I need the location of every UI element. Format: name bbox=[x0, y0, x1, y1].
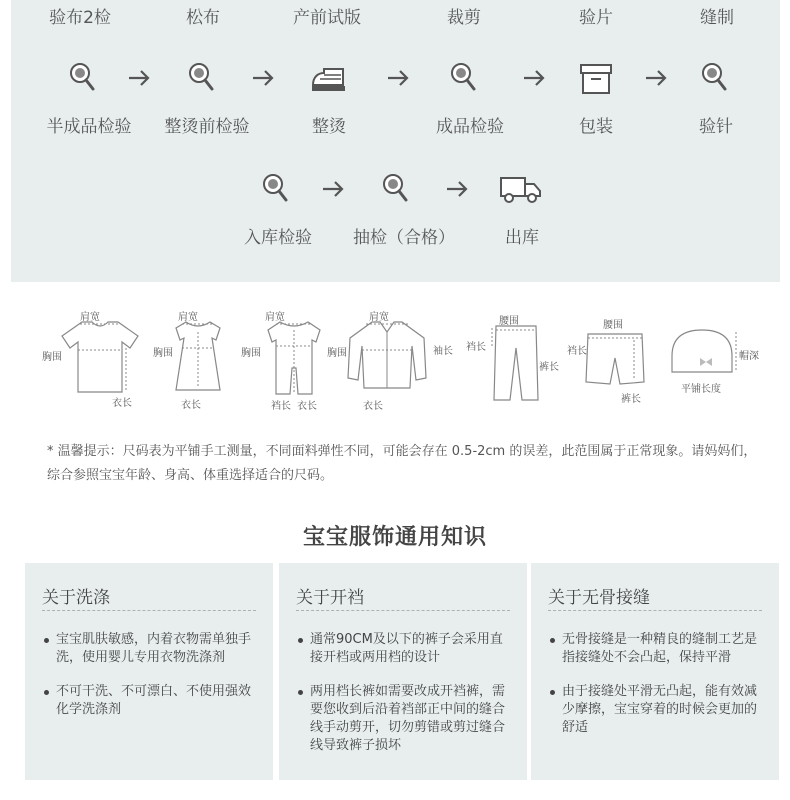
magnifier-icon bbox=[700, 61, 730, 95]
card-title: 关于无骨接缝 bbox=[548, 588, 650, 608]
diagram-label: 胸围 bbox=[42, 352, 62, 363]
jacket-diagram bbox=[344, 318, 430, 398]
hat-diagram bbox=[668, 326, 738, 376]
magnifier-icon bbox=[261, 172, 291, 206]
diagram-label: 胸围 bbox=[153, 348, 173, 359]
arrow-right-icon bbox=[127, 69, 151, 87]
arrow-right-icon bbox=[522, 69, 546, 87]
process-step-label: 裁剪 bbox=[447, 8, 481, 28]
list-item: 通常90CM及以下的裤子会采用直接开档或两用档的设计 bbox=[296, 631, 513, 667]
size-notice: * 温馨提示：尺码表为平铺手工测量，不同面料弹性不同，可能会存在 0.5-2cm 的误差，此范围属于正常现象。请妈妈们，综合参照宝宝年龄、身高、体重选择适合的尺码。 bbox=[47, 444, 757, 483]
process-step-label: 验布2检 bbox=[49, 8, 111, 28]
process-step-label: 验针 bbox=[699, 117, 733, 137]
knowledge-card-crotch bbox=[279, 563, 527, 780]
card-list bbox=[548, 631, 765, 753]
diagram-label: 裆长 bbox=[466, 342, 486, 353]
diagram-label: 衣长 bbox=[297, 401, 317, 412]
magnifier-icon bbox=[449, 61, 479, 95]
diagram-label: 胸围 bbox=[241, 348, 261, 359]
magnifier-icon bbox=[68, 61, 98, 95]
process-step-label: 半成品检验 bbox=[46, 117, 132, 137]
diagram-label: 肩宽 bbox=[265, 312, 285, 323]
diagram-label: 胸围 bbox=[327, 348, 347, 359]
list-item: 宝宝肌肤敏感，内着衣物需单独手洗，使用婴儿专用衣物洗涤剂 bbox=[42, 631, 259, 667]
card-list bbox=[42, 631, 259, 735]
tshirt-diagram bbox=[60, 318, 140, 396]
pants-diagram bbox=[490, 324, 542, 404]
diagram-label: 袖长 bbox=[433, 346, 453, 357]
process-step-label: 成品检验 bbox=[436, 117, 504, 137]
card-title: 关于洗涤 bbox=[42, 588, 110, 608]
diagram-label: 肩宽 bbox=[178, 312, 198, 323]
arrow-right-icon bbox=[644, 69, 668, 87]
divider bbox=[296, 610, 510, 611]
diagram-label: 腰围 bbox=[499, 316, 519, 327]
list-item: 两用档长裤如需要改成开裆裤，需要您收到后沿着裆部正中间的缝合线手动剪开，切勿剪错或剪过缝合线导致裤子损坏 bbox=[296, 683, 513, 755]
diagram-label: 衣长 bbox=[112, 398, 132, 409]
process-step-label: 整烫 bbox=[312, 117, 346, 137]
process-step-label: 产前试版 bbox=[293, 8, 361, 28]
knowledge-card-seamless bbox=[531, 563, 779, 780]
process-step-label: 缝制 bbox=[700, 8, 734, 28]
box-icon bbox=[579, 63, 613, 95]
romper-diagram bbox=[262, 320, 326, 398]
iron-icon bbox=[310, 65, 348, 95]
knowledge-card-washing bbox=[25, 563, 273, 780]
diagram-label: 腰围 bbox=[603, 320, 623, 331]
diagram-label: 衣长 bbox=[181, 400, 201, 411]
truck-icon bbox=[499, 175, 543, 205]
diagram-label: 肩宽 bbox=[80, 312, 100, 323]
divider bbox=[42, 610, 256, 611]
process-step-label: 入库检验 bbox=[244, 228, 312, 248]
diagram-label: 裆长 bbox=[271, 401, 291, 412]
list-item: 不可干洗、不可漂白、不使用强效化学洗涤剂 bbox=[42, 683, 259, 719]
diagram-label: 裤长 bbox=[539, 362, 559, 373]
size-measurement-diagrams bbox=[0, 300, 790, 410]
process-step-label: 验片 bbox=[579, 8, 613, 28]
divider bbox=[548, 610, 762, 611]
diagram-label: 帽深 bbox=[739, 351, 759, 362]
shorts-diagram bbox=[584, 332, 646, 388]
magnifier-icon bbox=[381, 172, 411, 206]
process-step-label: 出库 bbox=[505, 228, 539, 248]
magnifier-icon bbox=[187, 61, 217, 95]
card-title: 关于开裆 bbox=[296, 588, 364, 608]
diagram-label: 裤长 bbox=[621, 394, 641, 405]
list-item: 由于接缝处平滑无凸起，能有效减少摩擦，宝宝穿着的时候会更加的舒适 bbox=[548, 683, 765, 737]
arrow-right-icon bbox=[321, 180, 345, 198]
card-list bbox=[296, 631, 513, 771]
process-step-label: 抽检（合格） bbox=[353, 228, 455, 248]
diagram-label: 平铺长度 bbox=[681, 384, 721, 395]
arrow-right-icon bbox=[445, 180, 469, 198]
dress-diagram bbox=[168, 320, 228, 394]
process-step-label: 包装 bbox=[579, 117, 613, 137]
section-title: 宝宝服饰通用知识 bbox=[302, 525, 487, 550]
process-step-label: 松布 bbox=[186, 8, 220, 28]
arrow-right-icon bbox=[386, 69, 410, 87]
list-item: 无骨接缝是一种精良的缝制工艺是指接缝处不会凸起，保持平滑 bbox=[548, 631, 765, 667]
process-flow-panel bbox=[11, 0, 780, 282]
diagram-label: 衣长 bbox=[363, 401, 383, 412]
diagram-label: 裆长 bbox=[567, 346, 587, 357]
process-step-label: 整烫前检验 bbox=[164, 117, 250, 137]
diagram-label: 肩宽 bbox=[369, 312, 389, 323]
arrow-right-icon bbox=[251, 69, 275, 87]
